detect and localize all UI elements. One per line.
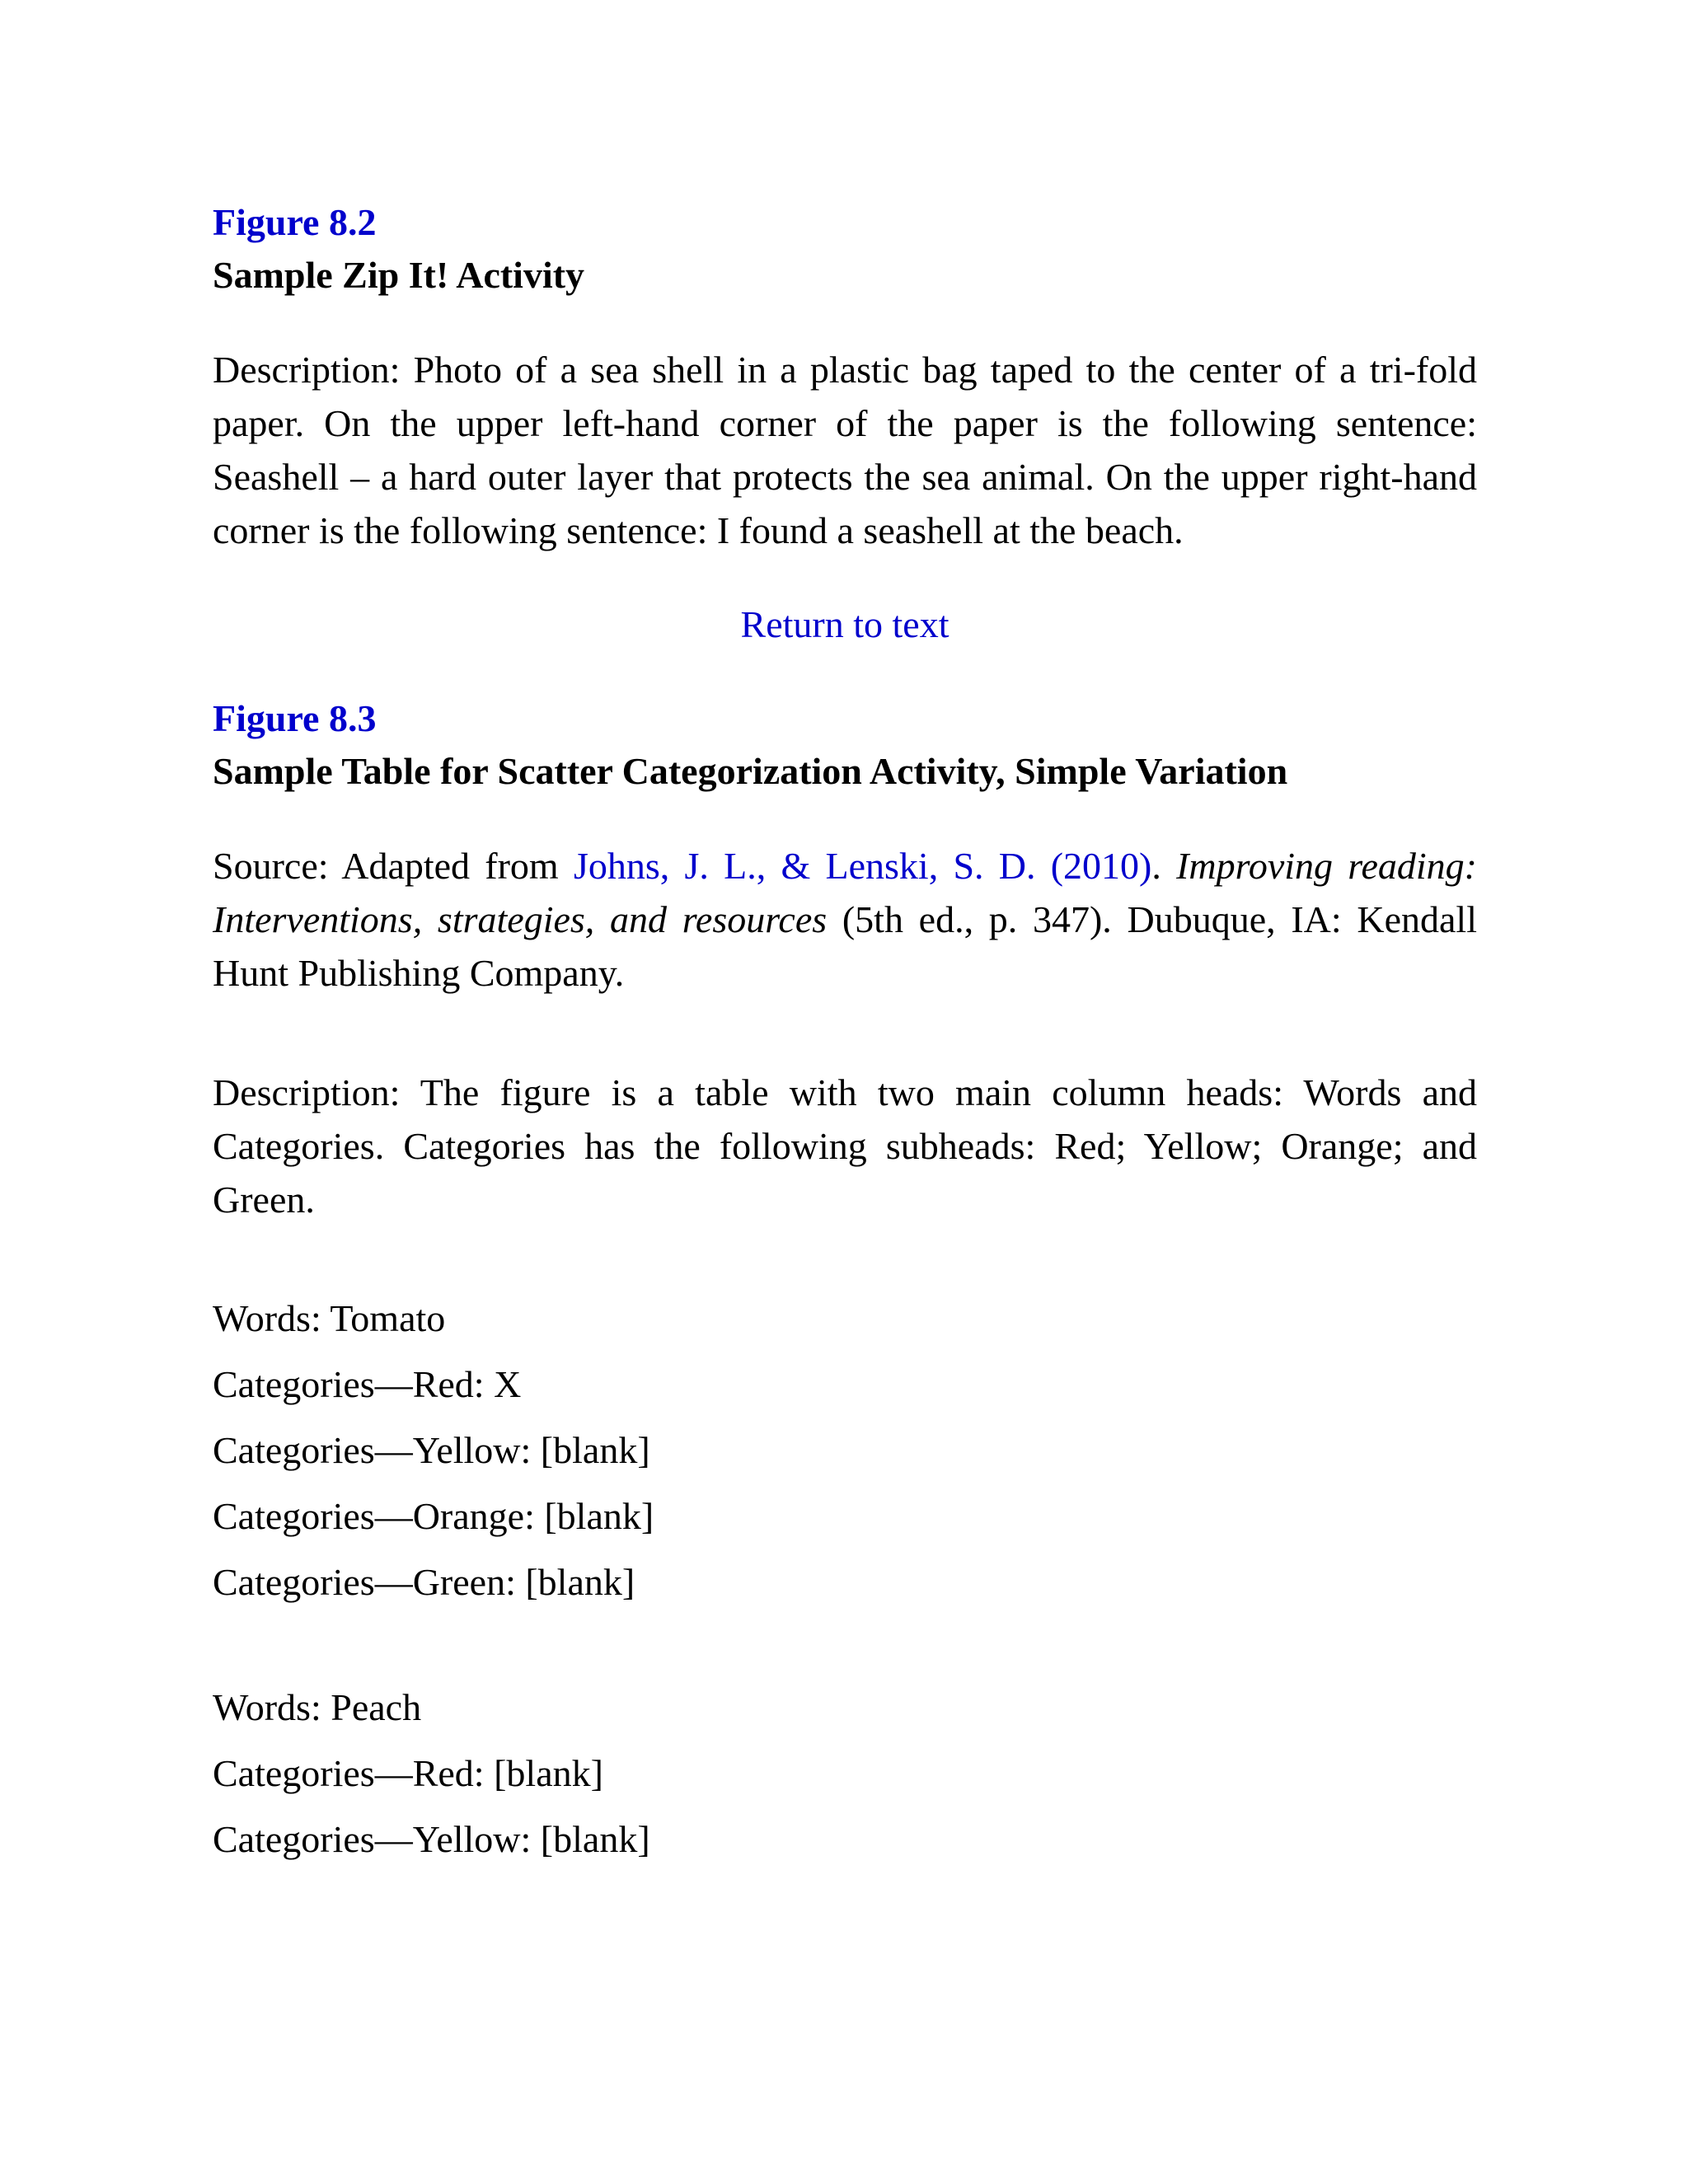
list-item: Words: Peach	[213, 1686, 422, 1728]
figure-8-2-description: Description: Photo of a sea shell in a plastic bag taped to the center of a tri-fold paper. On the upper left-hand corner of the paper is the following sentence: Seashell – a hard outer layer that protects the sea animal. On the upper right-hand corner is the following sentence: I found a seashell at the beach.	[213, 349, 1477, 551]
return-to-text-link[interactable]: Return to text	[740, 603, 950, 645]
return-to-text-container	[213, 598, 1477, 651]
list-item: Categories—Green: [blank]	[213, 1561, 635, 1603]
source-after-link: .	[1151, 845, 1177, 887]
figure-8-2-label: Figure 8.2	[213, 201, 377, 243]
figure-8-3-title: Sample Table for Scatter Categorization Activity, Simple Variation	[213, 750, 1288, 792]
document-content	[213, 196, 1477, 1872]
list-item: Categories—Red: X	[213, 1363, 522, 1405]
figure-8-3-label: Figure 8.3	[213, 697, 377, 739]
list-item: Words: Tomato	[213, 1297, 446, 1339]
word-group-peach	[213, 1675, 1477, 1872]
citation-link[interactable]: Johns, J. L., & Lenski, S. D. (2010)	[573, 845, 1152, 887]
list-item: Categories—Red: [blank]	[213, 1752, 603, 1794]
source-suffix: (5th ed., p. 347). Dubuque, IA: Kendall Hunt Publishing Company.	[213, 898, 1477, 994]
book-title: Improving reading: Interventions, strategies, and resources	[213, 845, 1477, 940]
list-item: Categories—Yellow: [blank]	[213, 1818, 650, 1860]
figure-8-3-source	[213, 839, 1477, 1000]
figure-8-3-description: Description: The figure is a table with two main column heads: Words and Categories. Categories has the following subheads: Red; Yellow; Orange; and Green.	[213, 1071, 1477, 1221]
list-item: Categories—Yellow: [blank]	[213, 1429, 650, 1471]
list-item: Categories—Orange: [blank]	[213, 1495, 654, 1537]
word-group-tomato	[213, 1286, 1477, 1615]
source-prefix: Source: Adapted from	[213, 845, 574, 887]
figure-8-2-title: Sample Zip It! Activity	[213, 254, 585, 296]
